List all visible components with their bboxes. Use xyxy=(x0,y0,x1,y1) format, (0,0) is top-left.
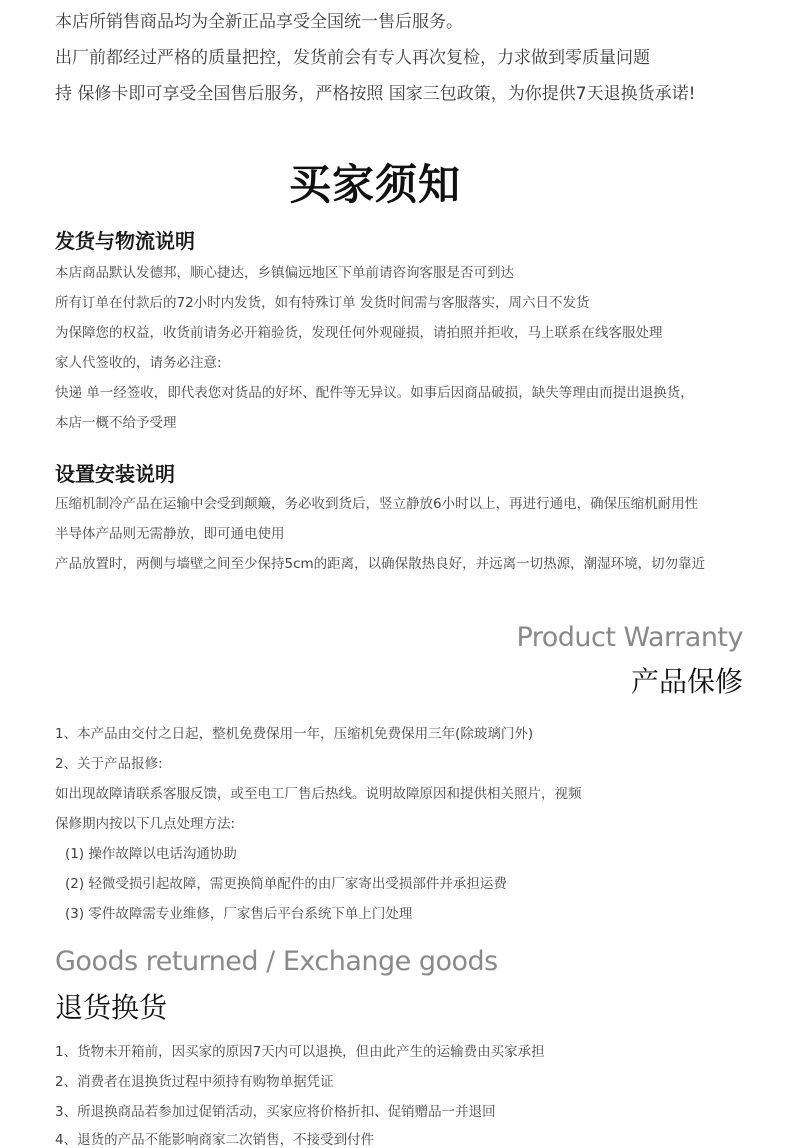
returns-title-cn: 退货换货 xyxy=(55,991,168,1024)
shipping-line: 本店一概不给予受理 xyxy=(55,415,177,431)
install-line: 产品放置时，两侧与墙壁之间至少保持5cm的距离，以确保散热良好，并远离一切热源，潮湿环境，切勿靠近 xyxy=(55,556,706,572)
install-line: 压缩机制冷产品在运输中会受到颠簸，务必收到货后，竖立静放6小时以上，再进行通电，确保压缩机耐用性 xyxy=(55,496,699,512)
intro-line-3: 持 保修卡即可享受全国售后服务，严格按照 国家三包政策，为你提供7天退换货承诺! xyxy=(55,84,696,104)
warranty-line: 1、本产品由交付之日起，整机免费保用一年，压缩机免费保用三年(除玻璃门外) xyxy=(55,726,534,742)
returns-line: 1、货物未开箱前，因买家的原因7天内可以退换，但由此产生的运输费由买家承担 xyxy=(55,1044,545,1060)
warranty-sub-line: (3) 零件故障需专业维修，厂家售后平台系统下单上门处理 xyxy=(65,906,413,922)
page-title: 买家须知 xyxy=(288,160,461,209)
warranty-line: 如出现故障请联系客服反馈，或至电工厂售后热线。说明故障原因和提供相关照片，视频 xyxy=(55,786,582,802)
warranty-line: 2、关于产品报修: xyxy=(55,756,163,772)
intro-line-1: 本店所销售商品均为全新正品享受全国统一售后服务。 xyxy=(55,12,463,32)
shipping-line: 所有订单在付款后的72小时内发货，如有特殊订单 发货时间需与客服落实，周六日不发货 xyxy=(55,295,590,311)
shipping-line: 本店商品默认发德邦，顺心捷达，乡镇偏远地区下单前请咨询客服是否可到达 xyxy=(55,265,514,281)
returns-line: 3、所退换商品若参加过促销活动，买家应将价格折扣、促销赠品一并退回 xyxy=(55,1104,496,1120)
shipping-title: 发货与物流说明 xyxy=(55,229,195,253)
warranty-line: 保修期内按以下几点处理方法: xyxy=(55,816,236,832)
warranty-title-en: Product Warranty xyxy=(516,622,743,653)
install-title: 设置安装说明 xyxy=(55,462,175,486)
intro-line-2: 出厂前都经过严格的质量把控，发货前会有专人再次复检，力求做到零质量问题 xyxy=(55,48,650,68)
install-line: 半导体产品则无需静放，即可通电使用 xyxy=(55,526,285,542)
warranty-title-cn: 产品保修 xyxy=(630,665,743,698)
shipping-line: 家人代签收的，请务必注意: xyxy=(55,355,222,371)
shipping-line: 为保障您的权益，收货前请务必开箱验货，发现任何外观碰损，请拍照并拒收，马上联系在线客服处理 xyxy=(55,325,663,341)
returns-line: 4、退货的产品不能影响商家二次销售，不接受到付件 xyxy=(55,1132,375,1148)
shipping-line: 快递 单一经签收，即代表您对货品的好坏、配件等无异议。如事后因商品破损，缺失等理由而提出退换货， xyxy=(55,385,694,401)
returns-line: 2、消费者在退换货过程中须持有购物单据凭证 xyxy=(55,1074,334,1090)
returns-title-en: Goods returned / Exchange goods xyxy=(55,946,498,977)
warranty-sub-line: (1) 操作故障以电话沟通协助 xyxy=(65,846,237,862)
warranty-sub-line: (2) 轻微受损引起故障，需更换简单配件的由厂家寄出受损部件并承担运费 xyxy=(65,876,507,892)
